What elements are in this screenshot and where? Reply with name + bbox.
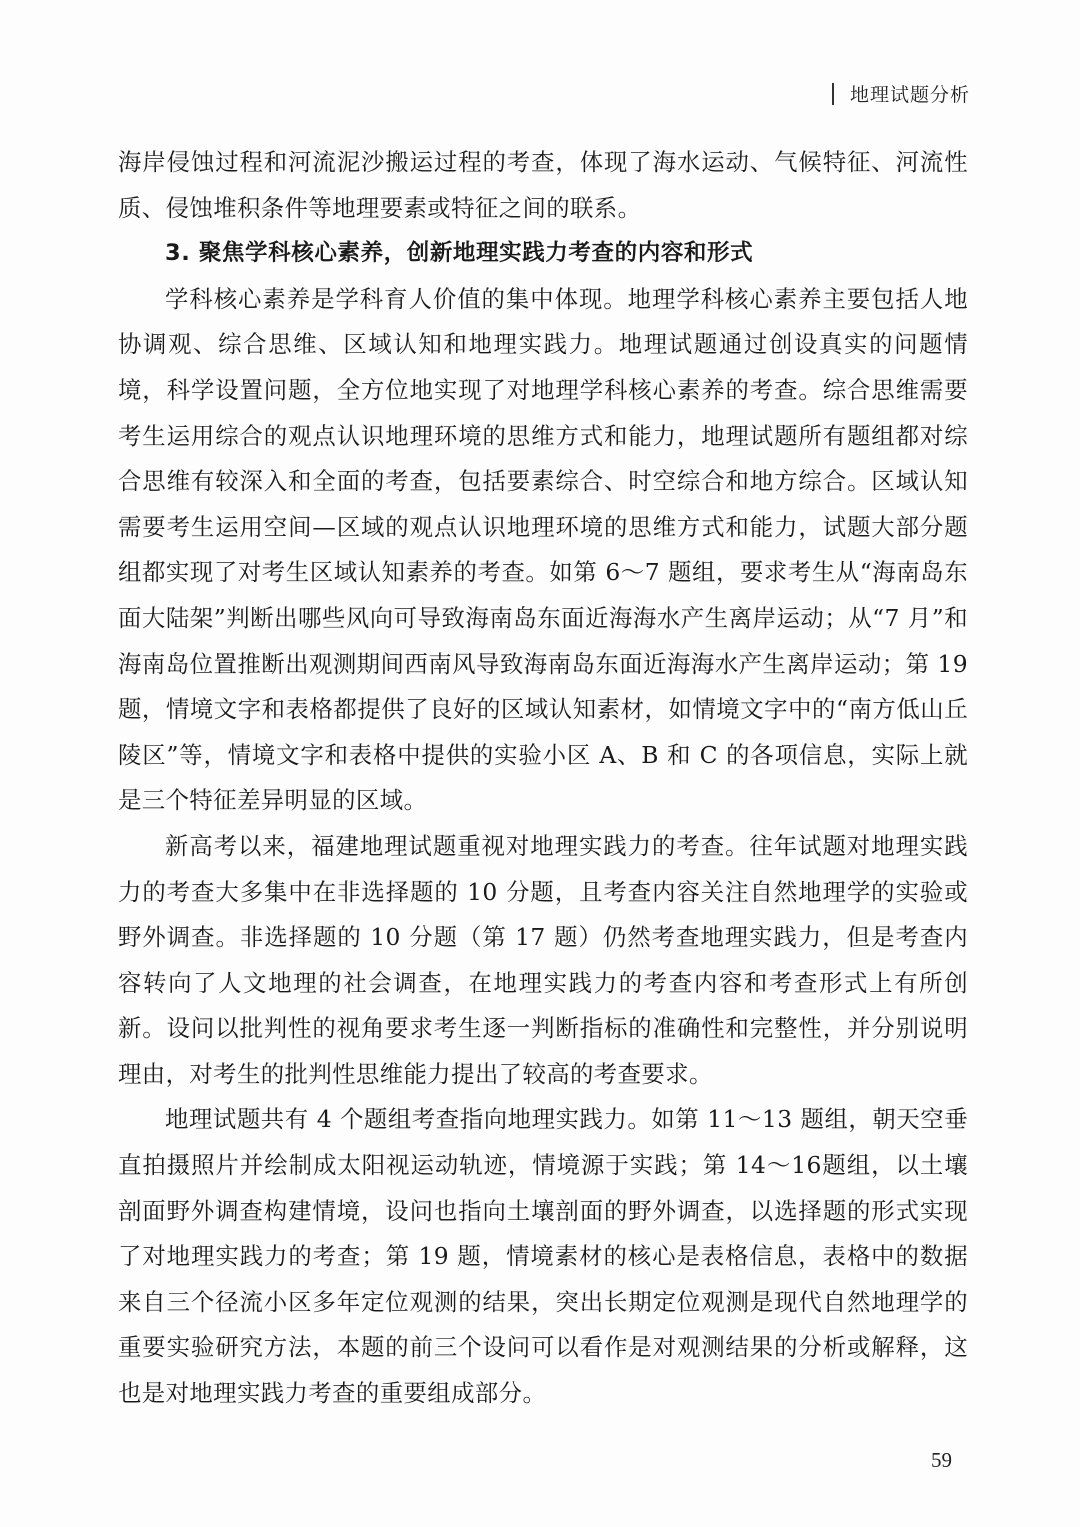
paragraph-core-literacy: 学科核心素养是学科育人价值的集中体现。地理学科核心素养主要包括人地协调观、综合思维、区域认知和地理实践力。地理试题通过创设真实的问题情境，科学设置问题，全方位地实现了对地理学科核心素养的考查。综合思维需要考生运用综合的观点认识地理环境的思维方式和能力，地理试题所有题组都对综合思维有较深入和全面的考查，包括要素综合、时空综合和地方综合。区域认知需要考生运用空间—区域的观点认识地理环境的思维方式和能力，试题大部分题组都实现了对考生区域认知素养的考查。如第 6～7 题组，要求考生从“海南岛东面大陆架”判断出哪些风向可导致海南岛东面近海海水产生离岸运动；从“7 月”和海南岛位置推断出观测期间西南风导致海南岛东面近海海水产生离岸运动；第 19 题，情境文字和表格都提供了良好的区域认知素材，如情境文字中的“南方低山丘陵区”等，情境文字和表格中提供的实验小区 A、B 和 C 的各项信息，实际上就是三个特征差异明显的区域。 xyxy=(118,284,968,815)
page-body xyxy=(118,140,968,1417)
page-number: 59 xyxy=(931,1448,952,1472)
header-divider xyxy=(832,83,834,105)
paragraph-question-groups: 地理试题共有 4 个题组考查指向地理实践力。如第 11～13 题组，朝天空垂直拍摄照片并绘制成太阳视运动轨迹，情境源于实践；第 14～16题组，以土壤剖面野外调查构建情境，设问也指向土壤剖面的野外调查，以选择题的形式实现了对地理实践力的考查；第 19 题，情境素材的核心是表格信息，表格中的数据来自三个径流小区多年定位观测的结果，突出长期定位观测是现代自然地理学的重要实验研究方法，本题的前三个设问可以看作是对观测结果的分析或解释，这也是对地理实践力考查的重要组成部分。 xyxy=(118,1105,968,1408)
continuation-paragraph: 海岸侵蚀过程和河流泥沙搬运过程的考查，体现了海水运动、气候特征、河流性质、侵蚀堆积条件等地理要素或特征之间的联系。 xyxy=(118,148,968,222)
section-heading: 3. 聚焦学科核心素养，创新地理实践力考查的内容和形式 xyxy=(165,240,754,267)
running-title: 地理试题分析 xyxy=(849,84,970,106)
paragraph-practice-ability: 新高考以来，福建地理试题重视对地理实践力的考查。往年试题对地理实践力的考查大多集中在非选择题的 10 分题，且考查内容关注自然地理学的实验或野外调查。非选择题的 10 分题（第 17 题）仍然考查地理实践力，但是考查内容转向了人文地理的社会调查，在地理实践力的考查内容和考查形式上有所创新。设问以批判性的视角要求考生逐一判断指标的准确性和完整性，并分别说明理由，对考生的批判性思维能力提出了较高的考查要求。 xyxy=(118,831,968,1088)
running-header xyxy=(832,80,970,107)
